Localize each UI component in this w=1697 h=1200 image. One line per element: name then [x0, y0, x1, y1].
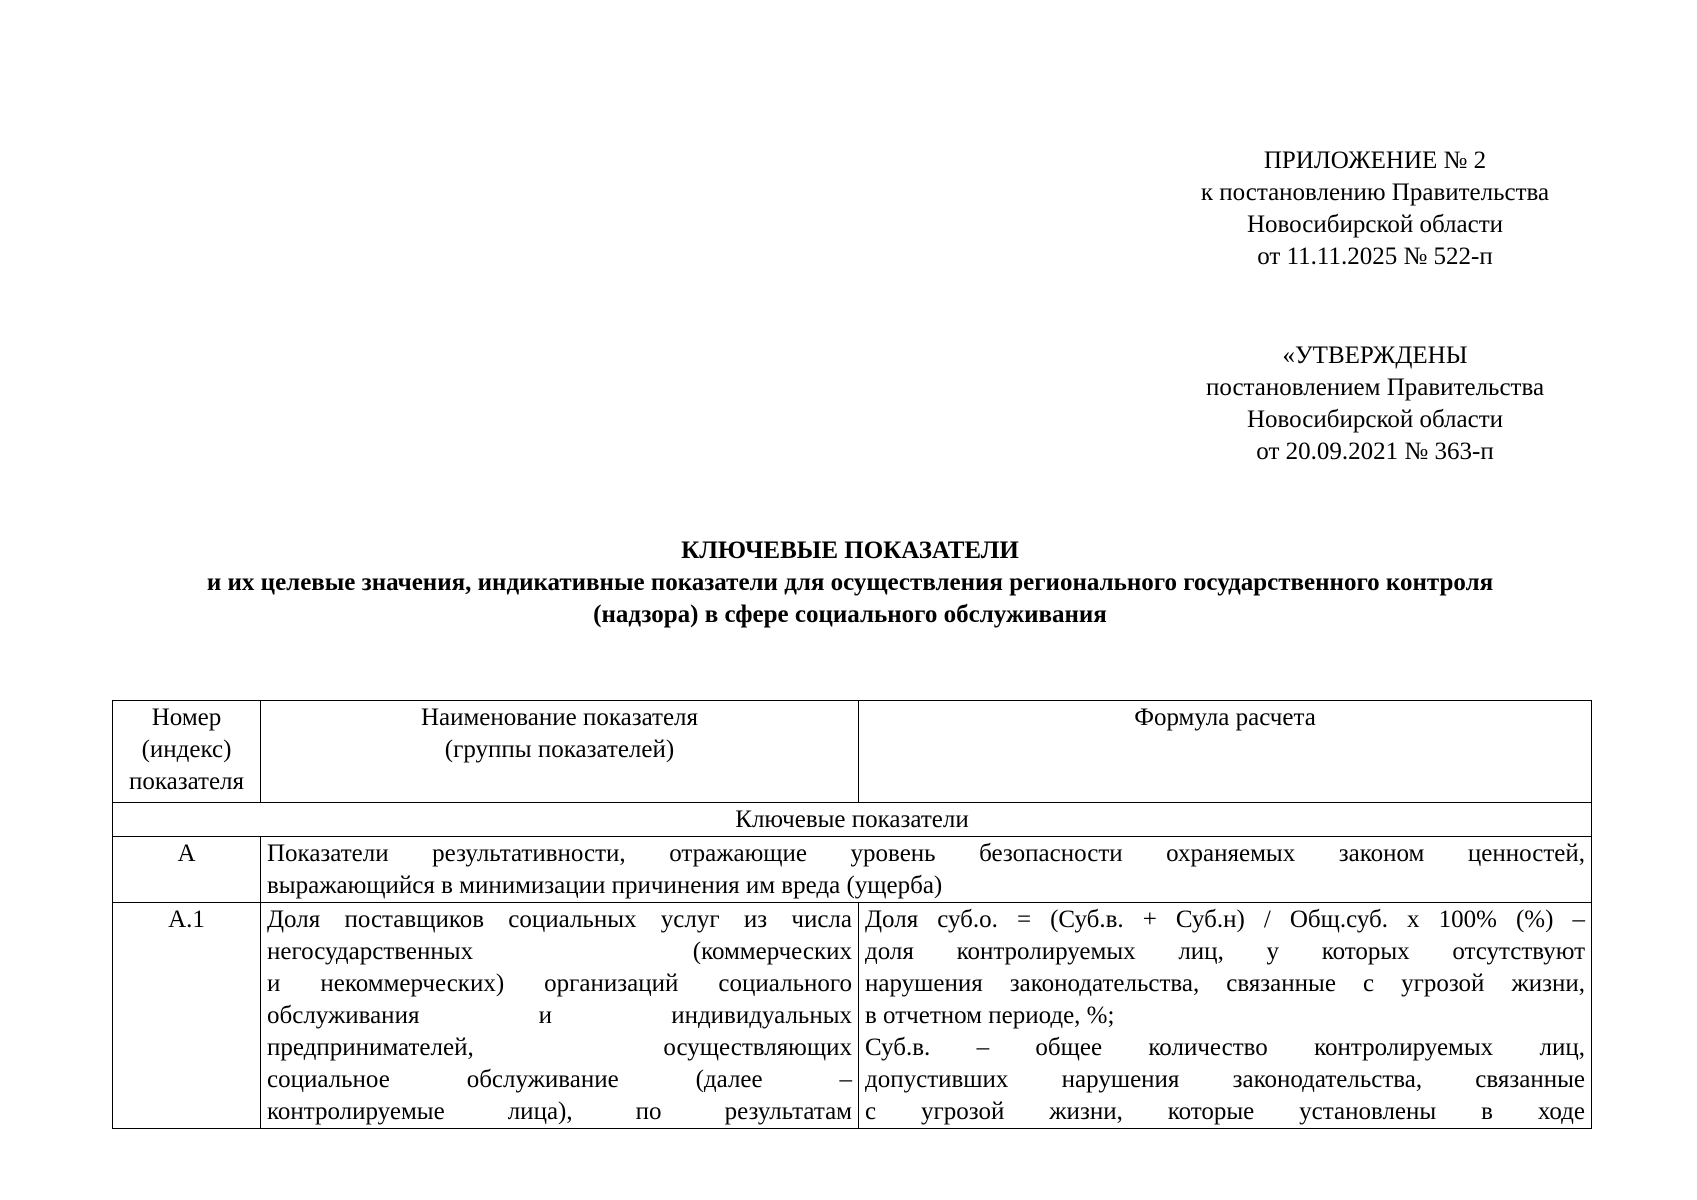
row-a-text-line: выражающийся в минимизации причинения им вреда (ущерба) — [267, 872, 943, 899]
section-key-indicators: Ключевые показатели — [113, 803, 1592, 837]
header-number-line: Номер — [151, 704, 222, 731]
formula-line: в отчетном периоде, %; — [865, 1002, 1115, 1029]
name-line: обслуживания и индивидуальных — [267, 1002, 852, 1029]
formula-line: нарушения законодательства, связанные с угрозой жизни, — [865, 970, 1585, 997]
table-row — [113, 837, 1592, 903]
row-index: А — [113, 837, 261, 903]
table-header-row — [113, 701, 1592, 803]
title-main: КЛЮЧЕВЫЕ ПОКАЗАТЕЛИ — [681, 537, 1019, 564]
approved-header — [1175, 340, 1575, 468]
header-number-line: (индекс) — [141, 736, 232, 763]
table-row — [113, 903, 1592, 1129]
appendix-date-number: от 11.11.2025 № 522-п — [1257, 243, 1493, 270]
name-line: и некоммерческих) организаций социального — [267, 970, 852, 997]
formula-line: с угрозой жизни, которые установлены в ходе — [865, 1098, 1585, 1125]
header-formula: Формула расчета — [859, 701, 1592, 803]
formula-line: доля контролируемых лиц, у которых отсутствуют — [865, 938, 1585, 965]
name-line: контролируемые лица), по результатам — [267, 1098, 852, 1125]
approved-line: постановлением Правительства — [1205, 374, 1545, 401]
row-a-text-line: Показатели результативности, отражающие уровень безопасности охраняемых законом ценностей, — [267, 840, 1585, 867]
title-sub-line: (надзора) в сфере социального обслуживания — [593, 601, 1107, 628]
row-index: А.1 — [113, 903, 261, 1129]
appendix-title: ПРИЛОЖЕНИЕ № 2 — [1263, 147, 1487, 174]
approved-line: Новосибирской области — [1246, 406, 1504, 433]
indicators-table — [112, 700, 1592, 1129]
header-name-line: Наименование показателя — [420, 704, 699, 731]
name-line: Доля поставщиков социальных услуг из числа — [267, 906, 852, 933]
document-title — [110, 535, 1590, 631]
formula-line: Суб.в. – общее количество контролируемых лиц, — [865, 1034, 1585, 1061]
title-sub-line: и их целевые значения, индикативные показатели для осуществления регионального государственного контроля — [206, 569, 1494, 596]
formula-line: допустивших нарушения законодательства, связанные — [865, 1066, 1585, 1093]
header-number — [113, 701, 261, 803]
section-row — [113, 803, 1592, 837]
header-number-line: показателя — [128, 768, 245, 795]
approved-title: «УТВЕРЖДЕНЫ — [1282, 342, 1468, 369]
appendix-header — [1175, 145, 1575, 273]
header-name — [261, 701, 859, 803]
row-a1-name — [261, 903, 859, 1129]
header-name-line: (группы показателей) — [444, 736, 675, 763]
name-line: негосударственных (коммерческих — [267, 938, 852, 965]
appendix-line: Новосибирской области — [1246, 211, 1504, 238]
row-a-text — [261, 837, 1592, 903]
name-line: предпринимателей, осуществляющих — [267, 1034, 852, 1061]
approved-date-number: от 20.09.2021 № 363-п — [1256, 438, 1494, 465]
formula-line: Доля суб.о. = (Суб.в. + Суб.н) / Общ.суб. х 100% (%) – — [865, 906, 1585, 933]
name-line: социальное обслуживание (далее – — [267, 1066, 852, 1093]
row-a1-formula — [859, 903, 1592, 1129]
appendix-line: к постановлению Правительства — [1200, 179, 1550, 206]
